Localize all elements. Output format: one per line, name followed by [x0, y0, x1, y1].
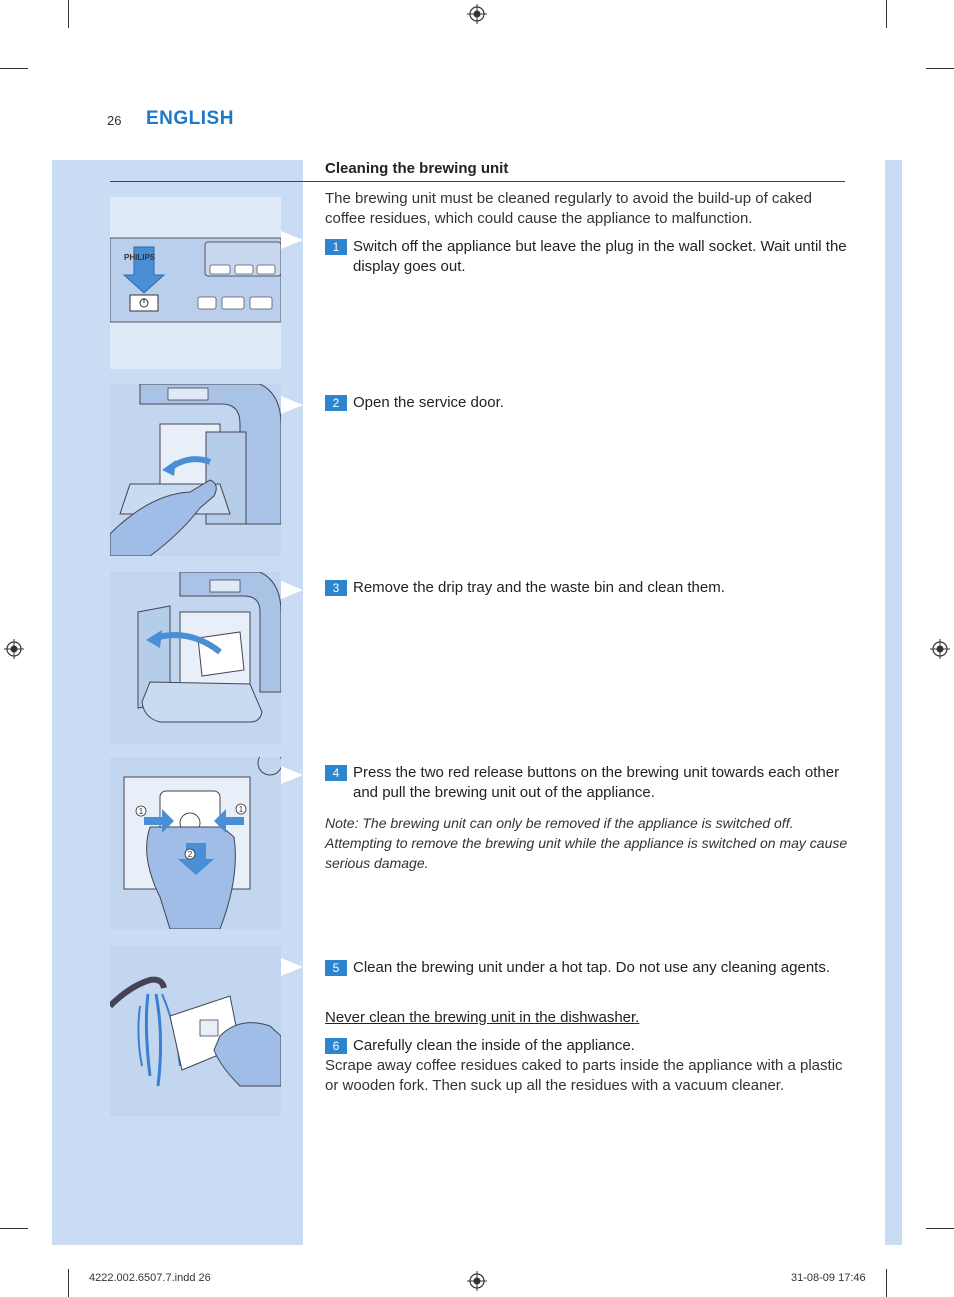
- illustration-power-off: [110, 197, 281, 369]
- step-text: Open the service door.: [353, 394, 504, 411]
- step-number: 1: [325, 239, 347, 255]
- registration-mark-icon: [930, 639, 950, 659]
- step-text: Remove the drip tray and the waste bin and clean them.: [353, 579, 725, 596]
- step-number: 4: [325, 765, 347, 781]
- callout-number-1: 1: [138, 807, 144, 816]
- step-text: Carefully clean the inside of the appliance.: [353, 1037, 635, 1054]
- footer-file: 4222.002.6507.7.indd 26: [89, 1272, 211, 1284]
- crop-mark: [886, 1269, 887, 1297]
- step-6-detail: Scrape away coffee residues caked to parts inside the appliance with a plastic or wooden fork. Then suck up all the residues with a vacuum cleaner.: [325, 1057, 843, 1094]
- note-paragraph: Note: The brewing unit can only be removed if the appliance is switched off. Attempting to remove the brewing unit while the appliance is switched on may cause serious damage.: [325, 815, 848, 871]
- illustration-drip-tray: [110, 572, 281, 744]
- step-text: Clean the brewing unit under a hot tap. Do not use any cleaning agents.: [353, 959, 830, 976]
- crop-mark: [0, 68, 28, 69]
- step-1: [325, 237, 850, 277]
- registration-mark-icon: [467, 4, 487, 24]
- step-6: [325, 1036, 850, 1056]
- crop-mark: [68, 1269, 69, 1297]
- step-text: Switch off the appliance but leave the plug in the wall socket. Wait until the display goes out.: [353, 238, 847, 275]
- crop-mark: [886, 0, 887, 28]
- intro-paragraph: The brewing unit must be cleaned regularly to avoid the build-up of caked coffee residues, which could cause the appliance to malfunction.: [325, 190, 812, 227]
- registration-mark-icon: [4, 639, 24, 659]
- callout-number-1: 1: [238, 805, 244, 814]
- step-number: 2: [325, 395, 347, 411]
- callout-pointer: [281, 231, 303, 249]
- registration-mark-icon: [467, 1271, 487, 1291]
- dishwasher-warning: Never clean the brewing unit in the dishwasher.: [325, 1009, 640, 1026]
- title-rule: [110, 181, 845, 182]
- step-3: [325, 578, 850, 598]
- illustration-service-door: [110, 384, 281, 556]
- callout-number-2: 2: [187, 850, 193, 859]
- step-number: 5: [325, 960, 347, 976]
- step-text: Press the two red release buttons on the brewing unit towards each other and pull the brewing unit out of the appliance.: [353, 764, 840, 801]
- illustration-rinse: [110, 946, 281, 1116]
- callout-pointer: [281, 958, 303, 976]
- brand-logo: PHILIPS: [124, 253, 156, 262]
- section-title: Cleaning the brewing unit: [325, 160, 509, 177]
- callout-pointer: [281, 766, 303, 784]
- callout-pointer: [281, 396, 303, 414]
- crop-mark: [68, 0, 69, 28]
- page-number: 26: [107, 113, 122, 128]
- side-bar: [885, 160, 902, 1245]
- footer-timestamp: 31-08-09 17:46: [791, 1272, 866, 1284]
- crop-mark: [0, 1228, 28, 1229]
- crop-mark: [926, 68, 954, 69]
- callout-pointer: [281, 581, 303, 599]
- language-heading: ENGLISH: [146, 108, 234, 129]
- illustration-brewing-unit: [110, 757, 281, 929]
- step-number: 6: [325, 1038, 347, 1054]
- step-2: [325, 393, 850, 413]
- crop-mark: [926, 1228, 954, 1229]
- step-number: 3: [325, 580, 347, 596]
- step-5: [325, 958, 850, 978]
- step-4: [325, 763, 850, 803]
